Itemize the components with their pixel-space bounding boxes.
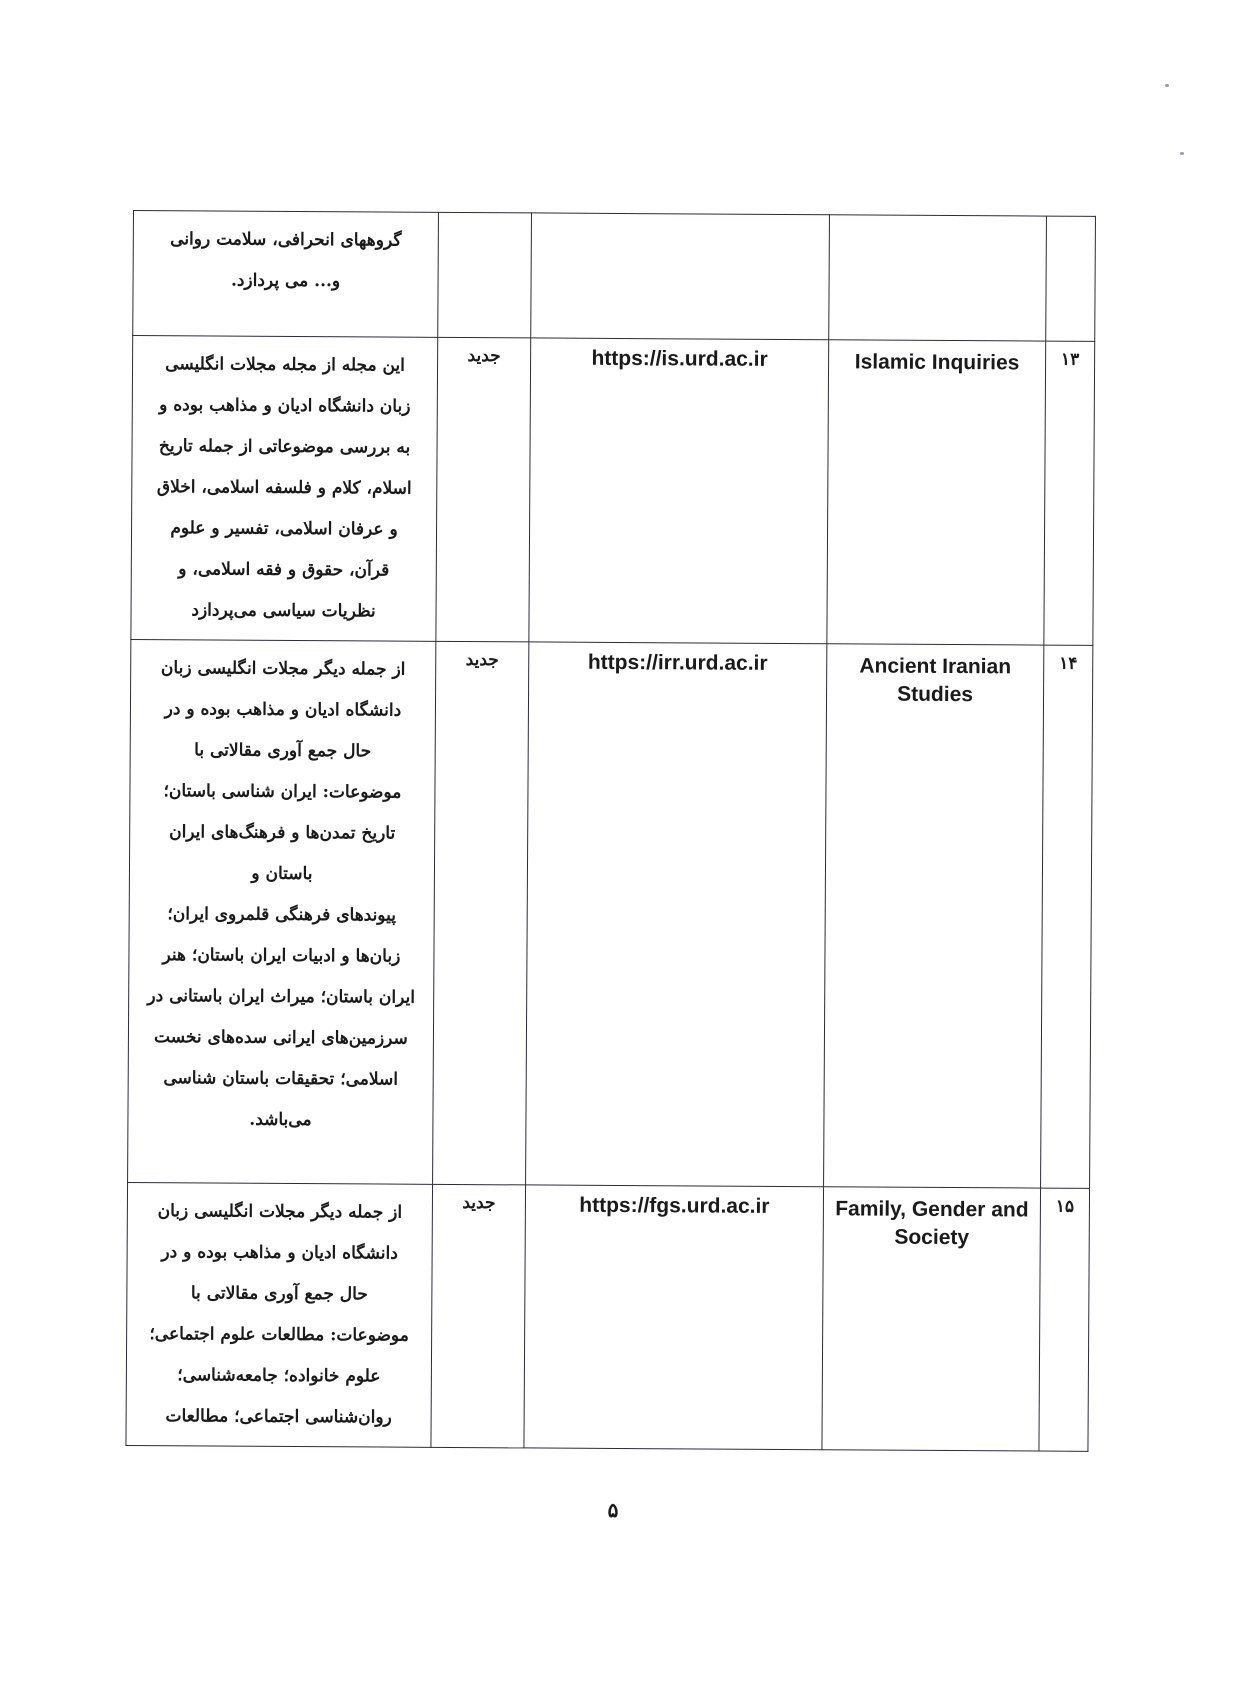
journal-url <box>531 213 830 340</box>
table-row <box>126 1182 1090 1451</box>
row-number <box>1046 216 1096 341</box>
scan-speck <box>1180 152 1184 155</box>
journal-status: جدید <box>436 337 531 642</box>
table-row <box>133 211 1096 342</box>
journal-name: Islamic Inquiries <box>827 340 1046 645</box>
row-number: ۱۵ <box>1039 1188 1090 1451</box>
page-number: ۵ <box>607 1498 619 1522</box>
journal-name: Ancient Iranian Studies <box>824 644 1044 1188</box>
journal-status: جدید <box>433 641 529 1185</box>
journal-description: این مجله از مجله مجلات انگلیسی زبان دانشگاه ادیان و مذاهب بوده و به بررسی موضوعاتی از جمله تاریخ اسلام، کلام و فلسفه اسلامی، اخلاق و عرفان اسلامی، تفسیر و علوم قرآن، حقوق و فقه اسلامی، و نظریات سیاسی می‌پردازد <box>131 336 438 642</box>
journal-url[interactable]: https://is.urd.ac.ir <box>529 338 829 644</box>
table-row <box>128 639 1093 1188</box>
journal-description: از جمله دیگر مجلات انگلیسی زبان دانشگاه ادیان و مذاهب بوده و در حال جمع آوری مقالاتی با موضوعات: مطالعات علوم اجتماعی؛ علوم خانواده؛ جامعه‌شناسی؛ روان‌شناسی اجتماعی؛ مطالعات <box>126 1182 433 1447</box>
journal-status: جدید <box>431 1184 526 1448</box>
scan-speck <box>1165 84 1169 87</box>
journal-url[interactable]: https://fgs.urd.ac.ir <box>524 1185 824 1450</box>
journal-name <box>829 215 1047 341</box>
row-number: ۱۳ <box>1044 341 1095 645</box>
journal-description: از جمله دیگر مجلات انگلیسی زبان دانشگاه ادیان و مذاهب بوده و در حال جمع آوری مقالاتی با موضوعات: ایران شناسی باستان؛ تاریخ تمدن‌ها و فرهنگ‌های ایران باستان و پیوندهای فرهنگی قلمروی ایران؛ زبان‌ها و ادبیات ایران باستان؛ هنر ایران باستان؛ میراث ایران باستانی در سرزمین‌های ایرانی سده‌های نخست اسلامی؛ تحقیقات باستان شناسی می‌باشد. <box>128 639 436 1184</box>
table-row <box>131 336 1095 646</box>
journals-table <box>125 210 1096 1452</box>
journal-description: گروههای انحرافی، سلامت روانی و... می پردازد. <box>133 211 439 338</box>
journal-status <box>438 212 532 338</box>
journal-name: Family, Gender and Society <box>822 1187 1041 1451</box>
row-number: ۱۴ <box>1041 645 1093 1188</box>
journal-url[interactable]: https://irr.urd.ac.ir <box>526 642 827 1187</box>
